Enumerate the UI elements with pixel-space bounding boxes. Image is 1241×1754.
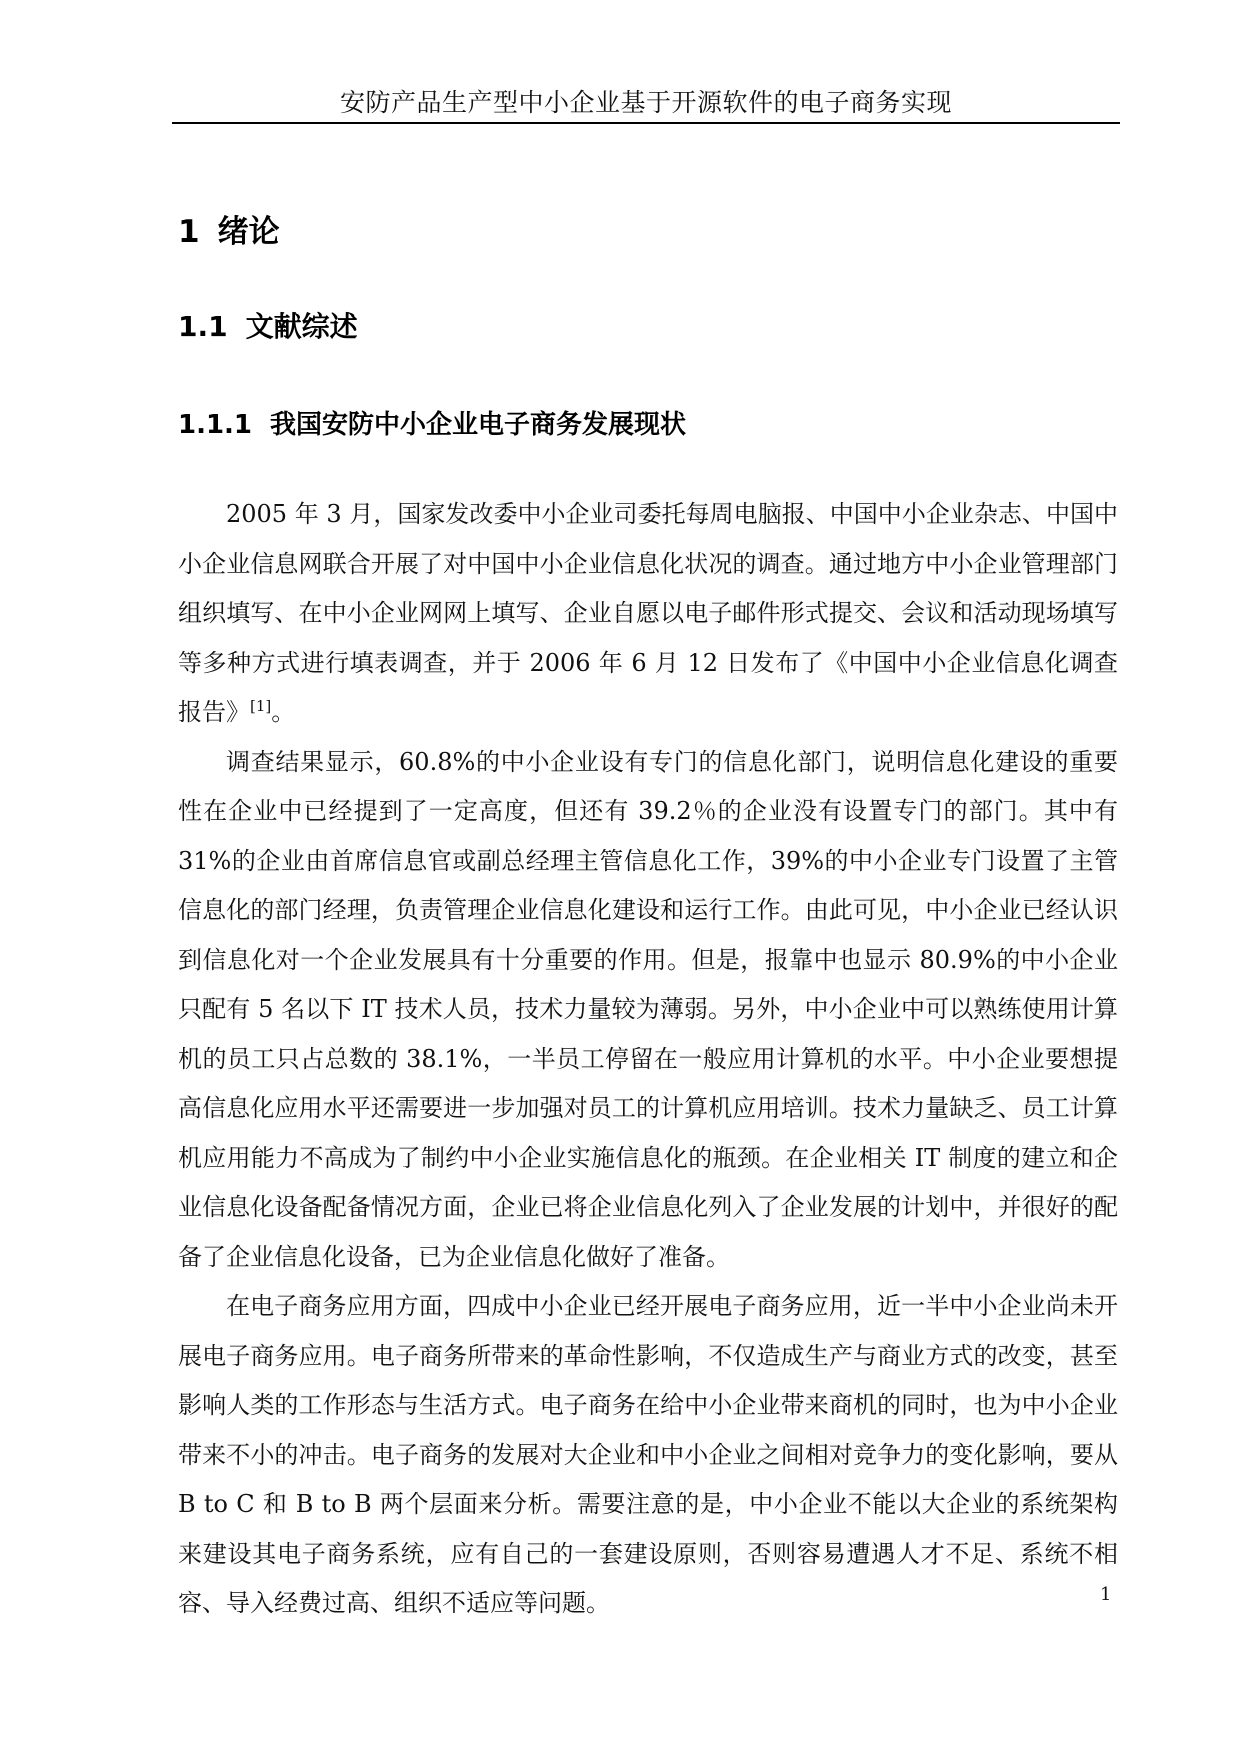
page-number: 1 [1100, 1584, 1112, 1605]
paragraph-1 [178, 490, 1118, 738]
paragraph-1-text: 2005 年 3 月，国家发改委中小企业司委托每周电脑报、中国中小企业杂志、中国中小企业信息网联合开展了对中国中小企业信息化状况的调查。通过地方中小企业管理部门组织填写、在中小企业网网上填写、企业自愿以电子邮件形式提交、会议和活动现场填写等多种方式进行填表调查，并于 2006 年 6 月 12 日发布了《中国中小企业信息化调查报告》 [178, 500, 1118, 726]
section-heading [178, 308, 358, 346]
chapter-number: 1 [178, 214, 200, 250]
chapter-heading [178, 212, 280, 252]
header-rule [172, 122, 1120, 124]
subsection-number: 1.1.1 [178, 410, 253, 440]
paragraph-1-end: 。 [271, 698, 296, 726]
subsection-heading [178, 407, 686, 443]
section-title: 文献综述 [245, 310, 358, 343]
paragraph-2: 调查结果显示，60.8%的中小企业设有专门的信息化部门，说明信息化建设的重要性在企业中已经提到了一定高度，但还有 39.2％的企业没有设置专门的部门。其中有 31%的企业由首席信息官或副总经理主管信息化工作，39%的中小企业专门设置了主管信息化的部门经理，负责管理企业信息化建设和运行工作。由此可见，中小企业已经认识到信息化对一个企业发展具有十分重要的作用。但是，报靠中也显示 80.9%的中小企业只配有 5 名以下 IT 技术人员，技术力量较为薄弱。另外，中小企业中可以熟练使用计算机的员工只占总数的 38.1%，一半员工停留在一般应用计算机的水平。中小企业要想提高信息化应用水平还需要进一步加强对员工的计算机应用培训。技术力量缺乏、员工计算机应用能力不高成为了制约中小企业实施信息化的瓶颈。在企业相关 IT 制度的建立和企业信息化设备配备情况方面，企业已将企业信息化列入了企业发展的计划中，并很好的配备了企业信息化设备，已为企业信息化做好了准备。 [178, 747, 1118, 1271]
subsection-title: 我国安防中小企业电子商务发展现状 [270, 410, 687, 440]
citation-marker: [1] [250, 697, 272, 715]
running-header: 安防产品生产型中小企业基于开源软件的电子商务实现 [339, 88, 952, 117]
body-text [178, 490, 1118, 1629]
chapter-title: 绪论 [217, 214, 280, 250]
section-number: 1.1 [178, 310, 228, 343]
paragraph-3: 在电子商务应用方面，四成中小企业已经开展电子商务应用，近一半中小企业尚未开展电子商务应用。电子商务所带来的革命性影响，不仅造成生产与商业方式的改变，甚至影响人类的工作形态与生活方式。电子商务在给中小企业带来商机的同时，也为中小企业带来不小的冲击。电子商务的发展对大企业和中小企业之间相对竞争力的变化影响，要从 B to C 和 B to B 两个层面来分析。需要注意的是，中小企业不能以大企业的系统架构来建设其电子商务系统，应有自己的一套建设原则，否则容易遭遇人才不足、系统不相容、导入经费过高、组织不适应等问题。 [178, 1292, 1118, 1617]
